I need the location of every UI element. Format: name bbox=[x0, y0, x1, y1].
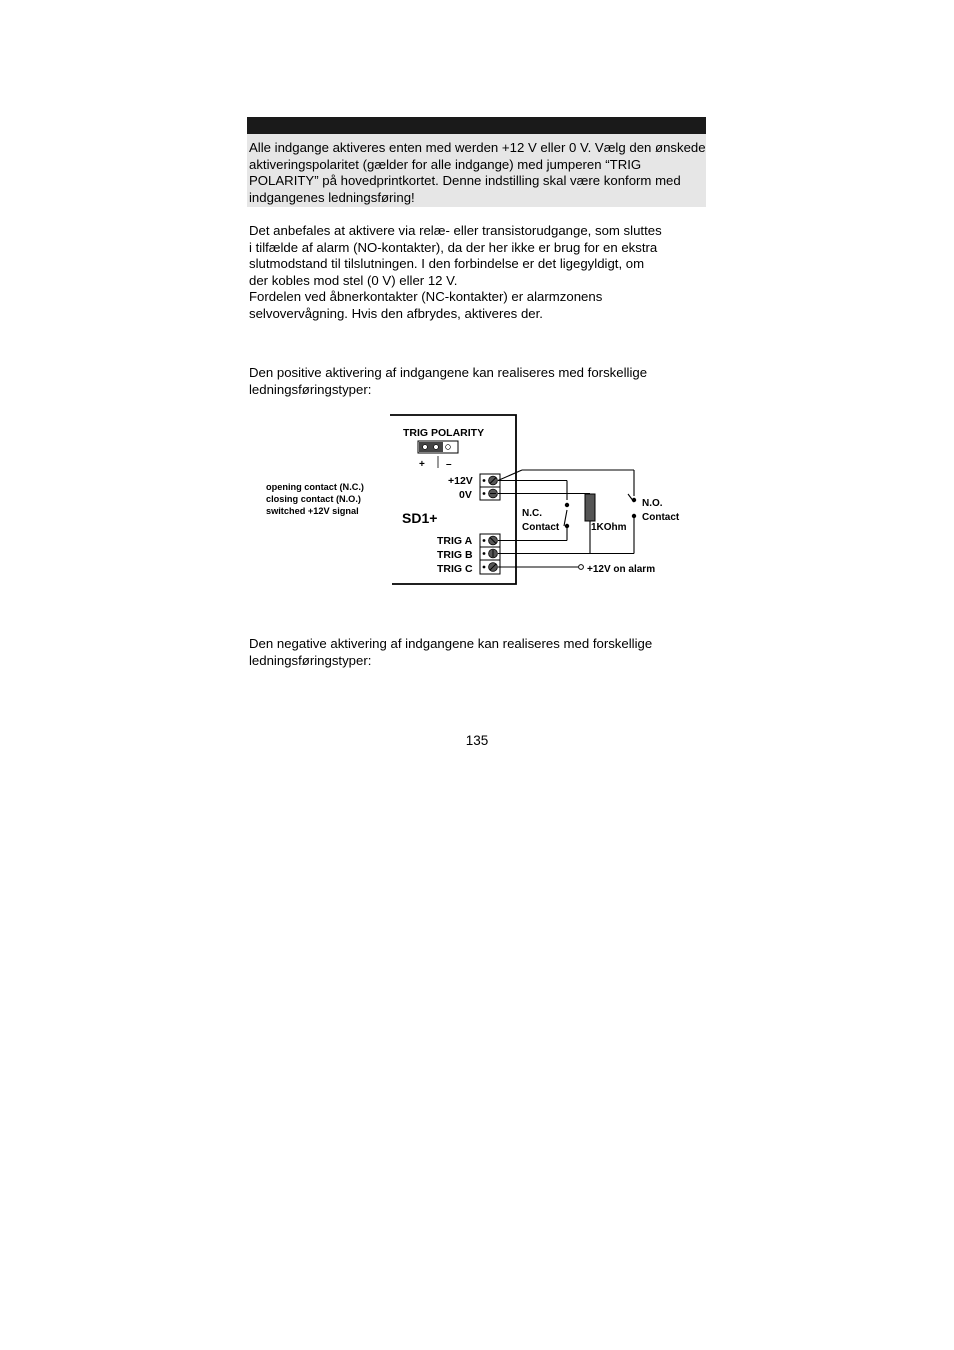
resistor-label: 1KOhm bbox=[591, 522, 627, 533]
plus-sign: + bbox=[419, 459, 425, 470]
signal-label: +12V on alarm bbox=[587, 564, 656, 575]
trig-b-label: TRIG B bbox=[437, 549, 473, 561]
section-header-bar bbox=[247, 117, 706, 134]
wiring-lines bbox=[498, 470, 634, 567]
nc-label-line2: Contact bbox=[522, 522, 560, 533]
page-number: 135 bbox=[465, 733, 489, 748]
terminal-0v-label: 0V bbox=[459, 489, 472, 501]
legend-nc: opening contact (N.C.) bbox=[266, 482, 364, 492]
legend-signal: switched +12V signal bbox=[266, 506, 359, 516]
paragraph-positive-activation: Den positive aktivering af indgangene kan realiseres med forskellige ledningsføringstyper: bbox=[249, 365, 648, 397]
legend-no: closing contact (N.O.) bbox=[266, 494, 361, 504]
signal-terminal-icon bbox=[579, 565, 584, 570]
paragraph-nc-advantage: Fordelen ved åbnerkontakter (NC-kontakter) er alarmzonens selvovervågning. Hvis den afbrydes, aktiveres der. bbox=[249, 289, 603, 321]
trig-c-label: TRIG C bbox=[437, 563, 473, 575]
no-label-line1: N.O. bbox=[642, 498, 663, 509]
terminal-12v-label: +12V bbox=[448, 475, 473, 487]
device-label: SD1+ bbox=[402, 510, 438, 526]
trig-a-label: TRIG A bbox=[437, 535, 473, 547]
minus-sign: – bbox=[446, 459, 452, 470]
paragraph-negative-activation: Den negative aktivering af indgangene kan realiseres med forskellige ledningsføringstyper: bbox=[249, 636, 653, 668]
no-label-line2: Contact bbox=[642, 512, 680, 523]
jumper-label: TRIG POLARITY bbox=[403, 427, 485, 439]
paragraph-recommendation: Det anbefales at aktivere via relæ- eller transistorudgange, som sluttes i tilfælde af alarm (NO-kontakter), da der her ikke er brug for en ekstra slutmodstand til tilslutningen. I den forbindelse er det ligegyldigt, om der kobles mod stel (0 V) eller 12 V. bbox=[249, 223, 662, 288]
wiring-diagram bbox=[262, 410, 692, 590]
resistor-icon bbox=[585, 494, 595, 521]
nc-label-line1: N.C. bbox=[522, 508, 542, 519]
notice-text: Alle indgange aktiveres enten med werden +12 V eller 0 V. Vælg den ønskede aktiveringspolaritet (gælder for alle indgange) med jumperen “TRIG POLARITY” på hovedprintkortet. Denne indstilling skal være konform med indgangenes ledningsføring! bbox=[249, 140, 706, 205]
